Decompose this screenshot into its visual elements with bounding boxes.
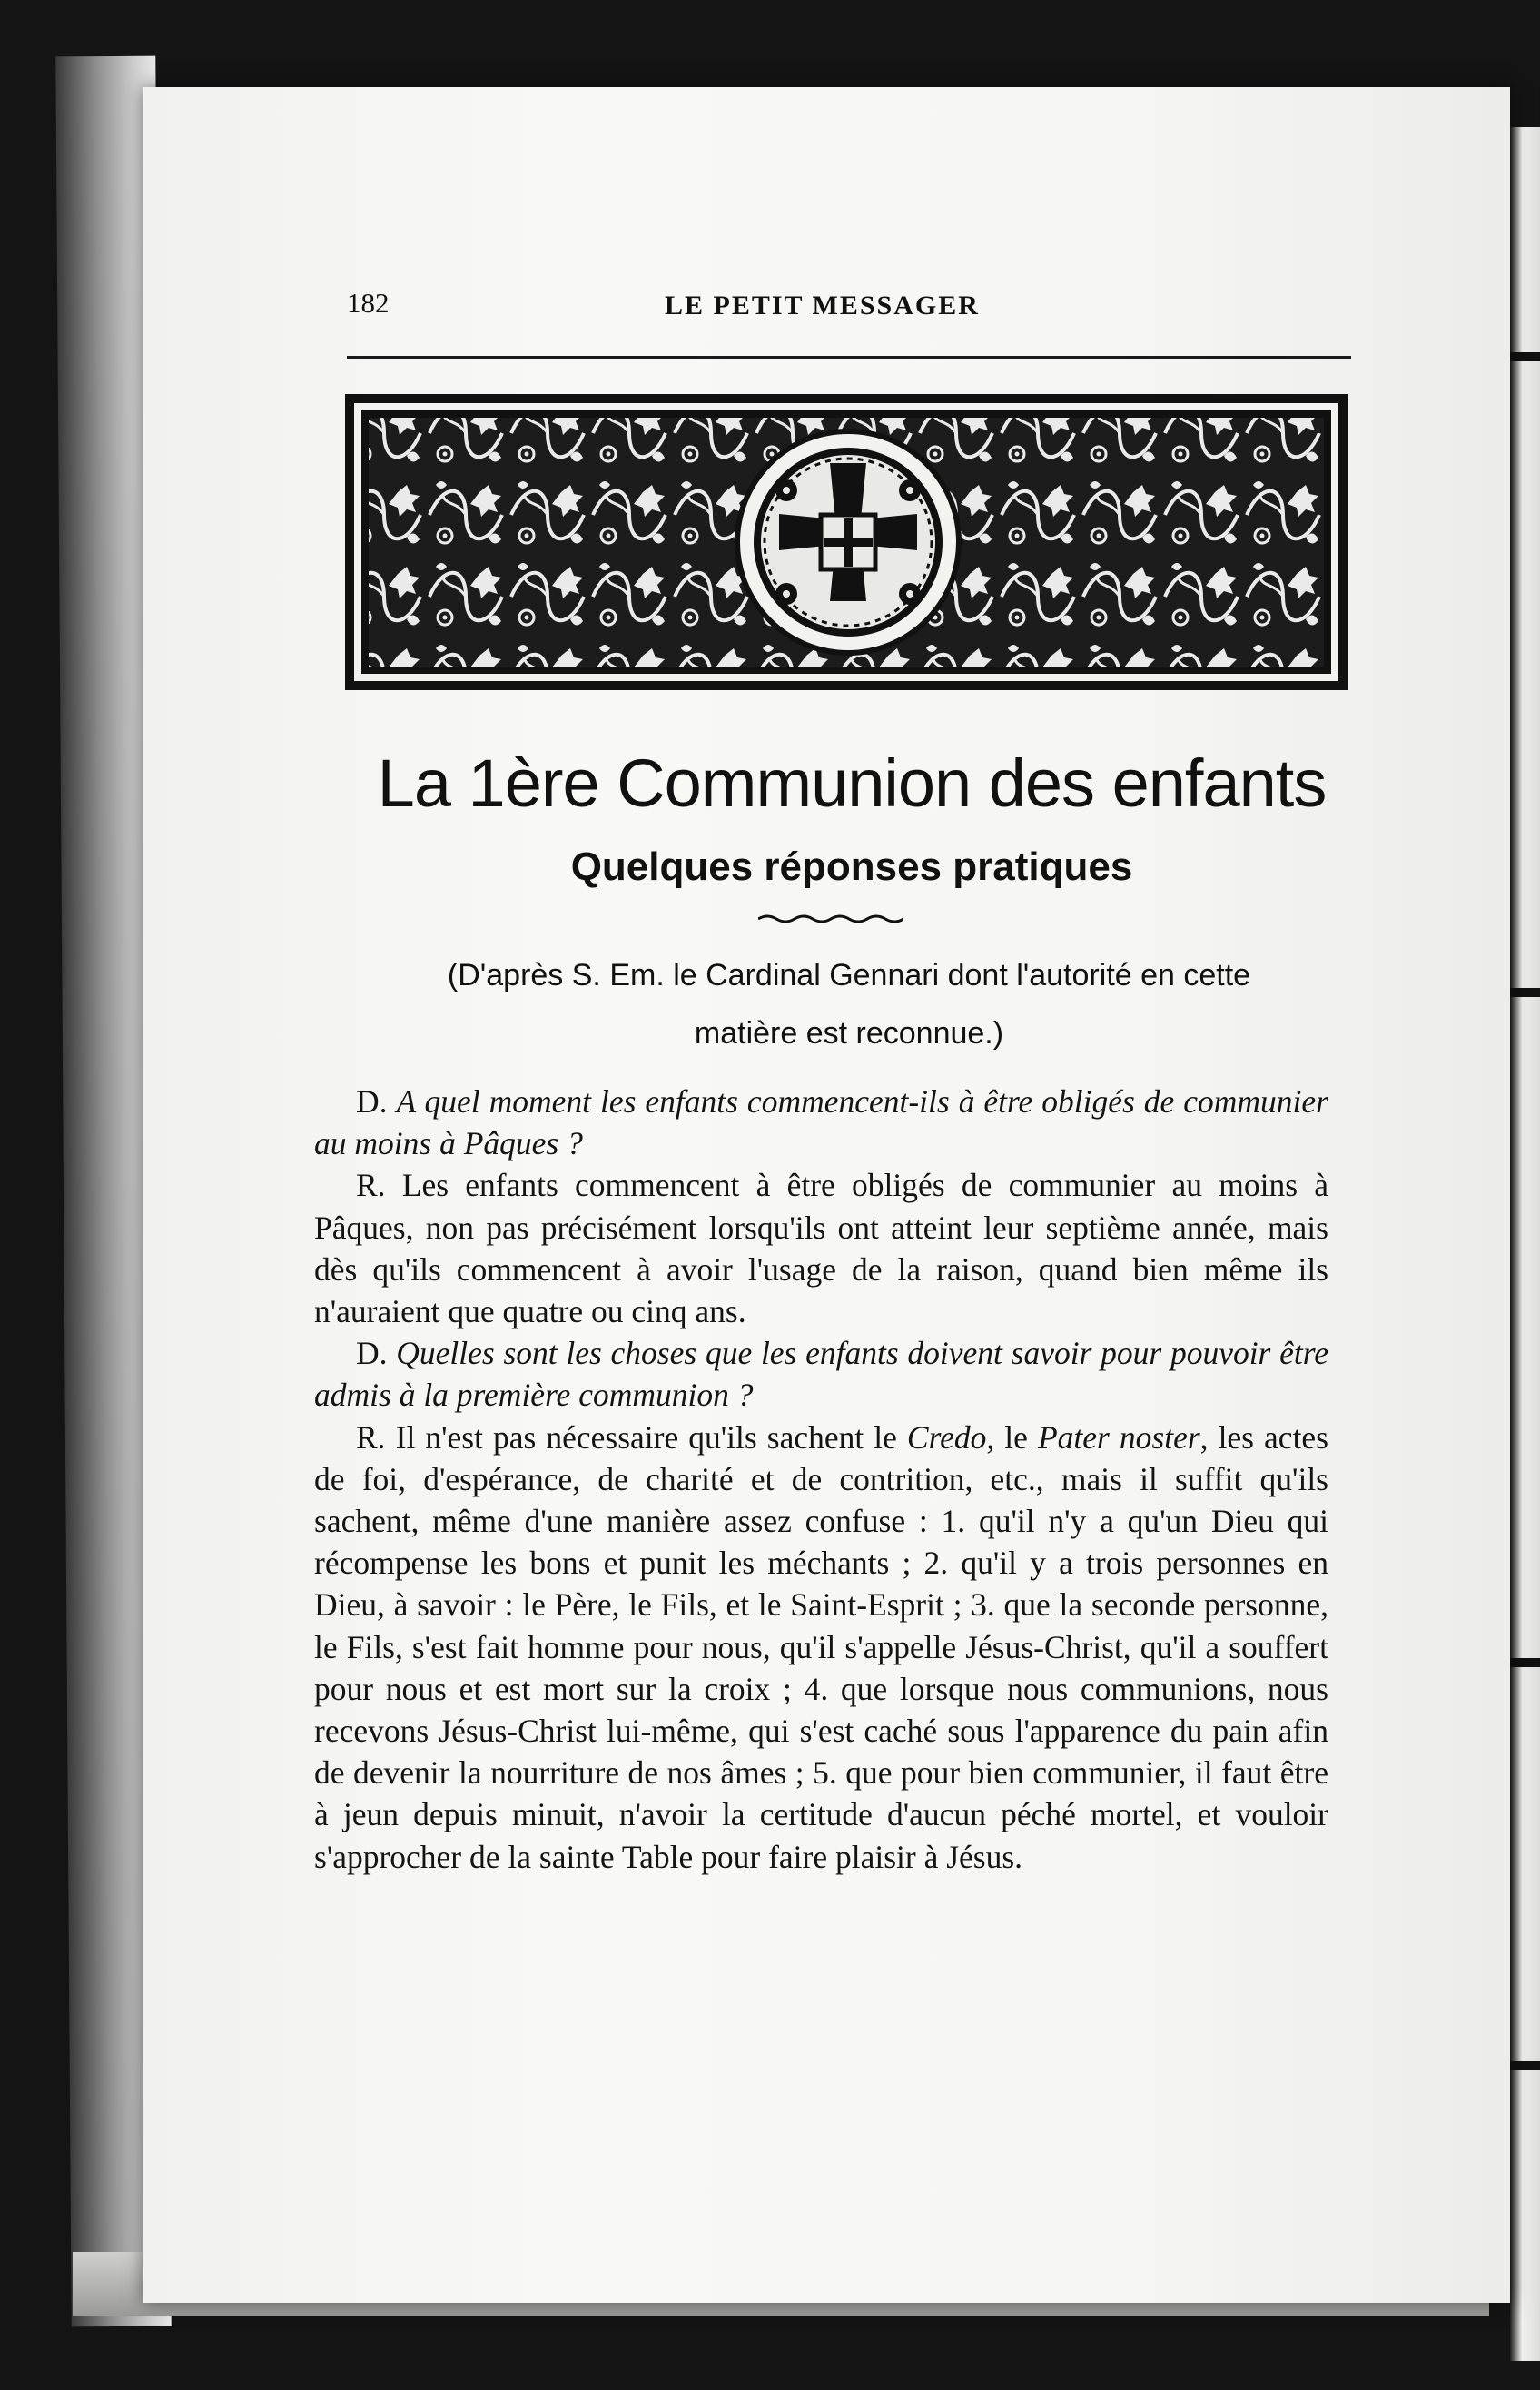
answer-text: Les enfants commencent à être obligés de communier au moins à Pâques, non pas précisément lorsqu'ils ont atteint leur septième année, mais dès qu'ils commencent à avoir l'usage de la raison, quand bien même ils n'auraient que quatre ou cinq ans. (314, 1167, 1328, 1330)
answer-emphasis-pater: Pater noster (1037, 1418, 1200, 1456)
article-subtitle: Quelques réponses pratiques (570, 844, 1133, 889)
qa-body (314, 1081, 1328, 1878)
decorative-rule (758, 912, 903, 926)
question-paragraph (314, 1081, 1328, 1164)
attribution-line: (D'après S. Em. le Cardinal Gennari dont l'autorité en cette (447, 958, 1251, 993)
question-paragraph (314, 1332, 1328, 1416)
running-head (347, 283, 1351, 359)
qa-label: R. (356, 1167, 386, 1204)
question-text: Quelles sont les choses que les enfants doivent savoir pour pouvoir être admis à la première communion ? (314, 1335, 1328, 1414)
qa-label: R. (356, 1418, 386, 1456)
answer-paragraph (314, 1417, 1328, 1878)
answer-text: Il n'est pas nécessaire qu'ils sachent le (395, 1418, 907, 1456)
page-number: 182 (347, 287, 390, 319)
qa-label: D. (356, 1083, 388, 1120)
celtic-cross-ornament-banner (343, 392, 1349, 692)
answer-text: , le (986, 1418, 1038, 1456)
attribution-note (345, 946, 1353, 1062)
journal-title: LE PETIT MESSAGER (665, 291, 980, 321)
book-facing-page-edge (1510, 127, 1540, 2361)
answer-emphasis-credo: Credo (906, 1418, 987, 1456)
article-title: La 1ère Communion des enfants (377, 746, 1327, 821)
answer-paragraph (314, 1164, 1328, 1332)
question-text: A quel moment les enfants commencent-ils à être obligés de communier au moins à Pâques ? (314, 1083, 1328, 1162)
qa-label: D. (356, 1335, 388, 1372)
answer-text: , les actes de foi, d'espérance, de charité et de contrition, etc., mais il suffit qu'ils sachent, même d'une manière assez confuse : 1. qu'il n'y a qu'un Dieu qui récompense les bons et punit les méchants ; 2. qu'il y a trois personnes en Dieu, à savoir : le Père, le Fils, et le Saint-Esprit ; 3. que la seconde personne, le Fils, s'est fait homme pour nous, qu'il s'appelle Jésus-Christ, qu'il a souffert pour nous et est mort sur la croix ; 4. que lorsque nous communions, nous recevons Jésus-Christ lui-même, qui s'est caché sous l'apparence du pain afin de devenir la nourriture de nos âmes ; 5. que pour bien communier, il faut être à jeun depuis minuit, n'avoir la certitude d'aucun péché mortel, et vouloir s'approcher de la sainte Table pour faire plaisir à Jésus. (314, 1418, 1328, 1875)
attribution-line: matière est reconnue.) (694, 1016, 1004, 1051)
